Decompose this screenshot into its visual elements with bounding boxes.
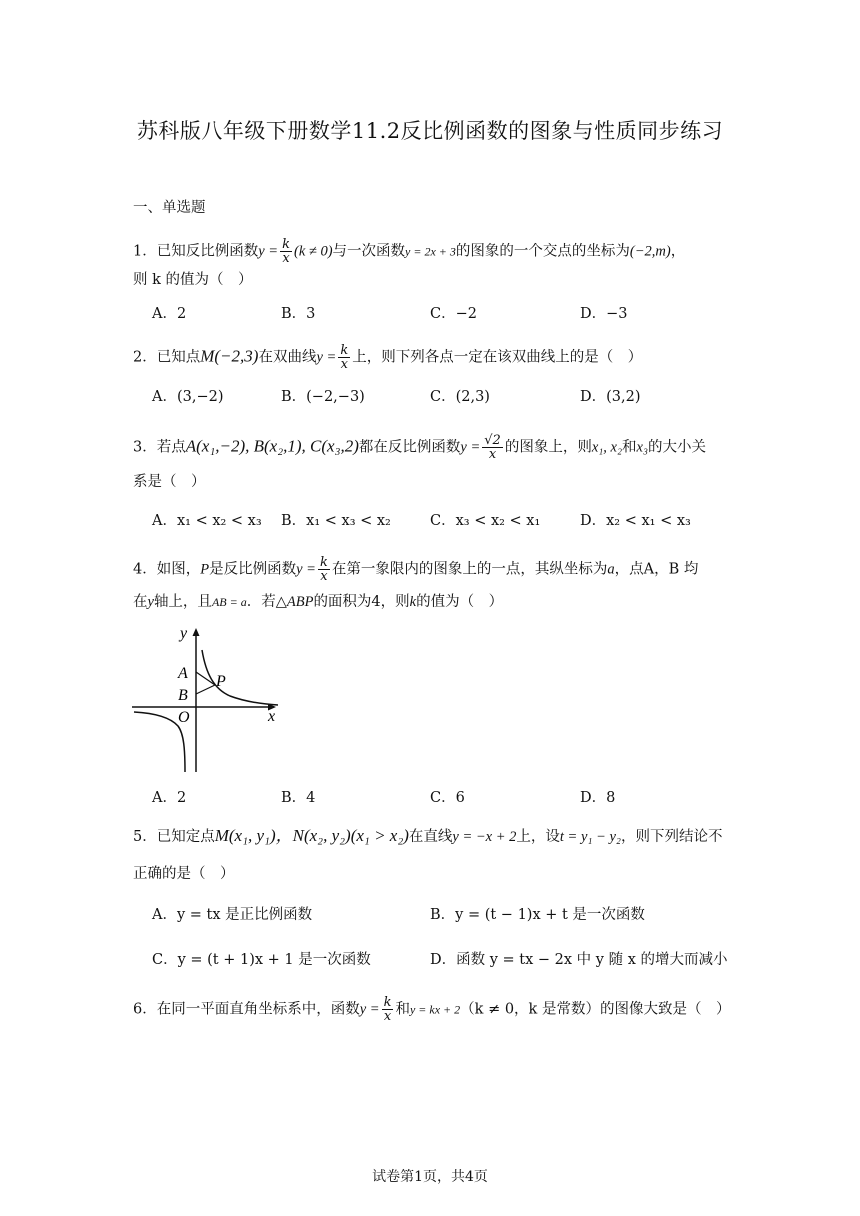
q5-option-a: A．y = tx 是正比例函数: [152, 907, 313, 923]
question-6-stem: 6．在同一平面直角坐标系中，函数y = $\frac{k}{x}$ 和y = kx + 2（k ≠ 0，k 是常数）的图像大致是（ ）: [133, 995, 731, 1024]
y-axis-arrow: [193, 628, 200, 636]
q1-option-c: C．−2: [430, 306, 477, 322]
x-axis-label: x: [268, 708, 276, 725]
section-heading: 一、单选题: [133, 200, 206, 216]
q5-option-d: D．函数 y = tx − 2x 中 y 随 x 的增大而减小: [430, 952, 728, 968]
segment-bp: [196, 685, 215, 694]
question-2-stem: 2．已知点M(−2,3)在双曲线y = $\frac{k}{x}$ 上，则下列各点一定在该双曲线上的是（ ）: [133, 343, 643, 372]
q1-option-d: D．−3: [580, 306, 628, 322]
hyperbola-branch-q1: [202, 650, 278, 705]
q1-option-b: B．3: [281, 306, 316, 322]
q4-option-d: D．8: [580, 790, 616, 806]
q5-option-b: B．y = (t − 1)x + t 是一次函数: [430, 907, 645, 923]
point-p-label: P: [216, 673, 226, 690]
q3-option-c: C．x₃ < x₂ < x₁: [430, 513, 541, 529]
q1-option-a: A．2: [152, 306, 187, 322]
page-footer: 试卷第1页，共4页: [372, 1169, 488, 1185]
q4-option-a: A．2: [152, 790, 187, 806]
question-1-line2: 则 k 的值为（ ）: [133, 272, 253, 288]
q4-option-b: B．4: [281, 790, 316, 806]
q3-option-b: B．x₁ < x₃ < x₂: [281, 513, 391, 529]
q4-option-c: C．6: [430, 790, 465, 806]
hyperbola-figure: [128, 622, 288, 777]
y-axis-label: y: [180, 625, 188, 642]
q2-option-d: D．(3,2): [580, 389, 641, 405]
question-3-stem: 3．若点A(x₁,−2), B(x₂,1), C(x₃,2)都在反比例函数y = $\frac{√2}{x}$ 的图象上，则x₁, x₂和x₃的大小关: [133, 433, 707, 462]
q3-option-d: D．x₂ < x₁ < x₃: [580, 513, 691, 529]
question-3-line2: 系是（ ）: [133, 474, 206, 490]
page-title: 苏科版八年级下册数学11.2反比例函数的图象与性质同步练习: [136, 119, 724, 143]
q5-option-c: C．y = (t + 1)x + 1 是一次函数: [152, 952, 371, 968]
question-1-stem: 1．已知反比例函数y = $\frac{k}{x}$ (k ≠ 0)与一次函数y = 2x + 3的图象的一个交点的坐标为(−2,m)，: [133, 237, 686, 266]
question-5-stem: 5．已知定点M(x₁, y₁)，N(x₂, y₂)(x₁ > x₂)在直线y = −x + 2上，设t = y₁ − y₂，则下列结论不: [133, 826, 723, 845]
q3-option-a: A．x₁ < x₂ < x₃: [152, 513, 262, 529]
question-4-line2: 在y轴上，且AB = a．若△ABP的面积为4，则k的值为（ ）: [133, 594, 504, 610]
q2-option-b: B．(−2,−3): [281, 389, 365, 405]
question-4-stem: 4．如图，P是反比例函数y = $\frac{k}{x}$ 在第一象限内的图象上的一点，其纵坐标为a，点A，B 均: [133, 555, 699, 584]
origin-label: O: [178, 709, 190, 726]
segment-ap: [196, 672, 215, 685]
question-5-line2: 正确的是（ ）: [133, 866, 235, 882]
q2-option-c: C．(2,3): [430, 389, 490, 405]
point-b-label: B: [178, 687, 188, 704]
point-a-label: A: [178, 665, 188, 682]
q2-option-a: A．(3,−2): [152, 389, 224, 405]
